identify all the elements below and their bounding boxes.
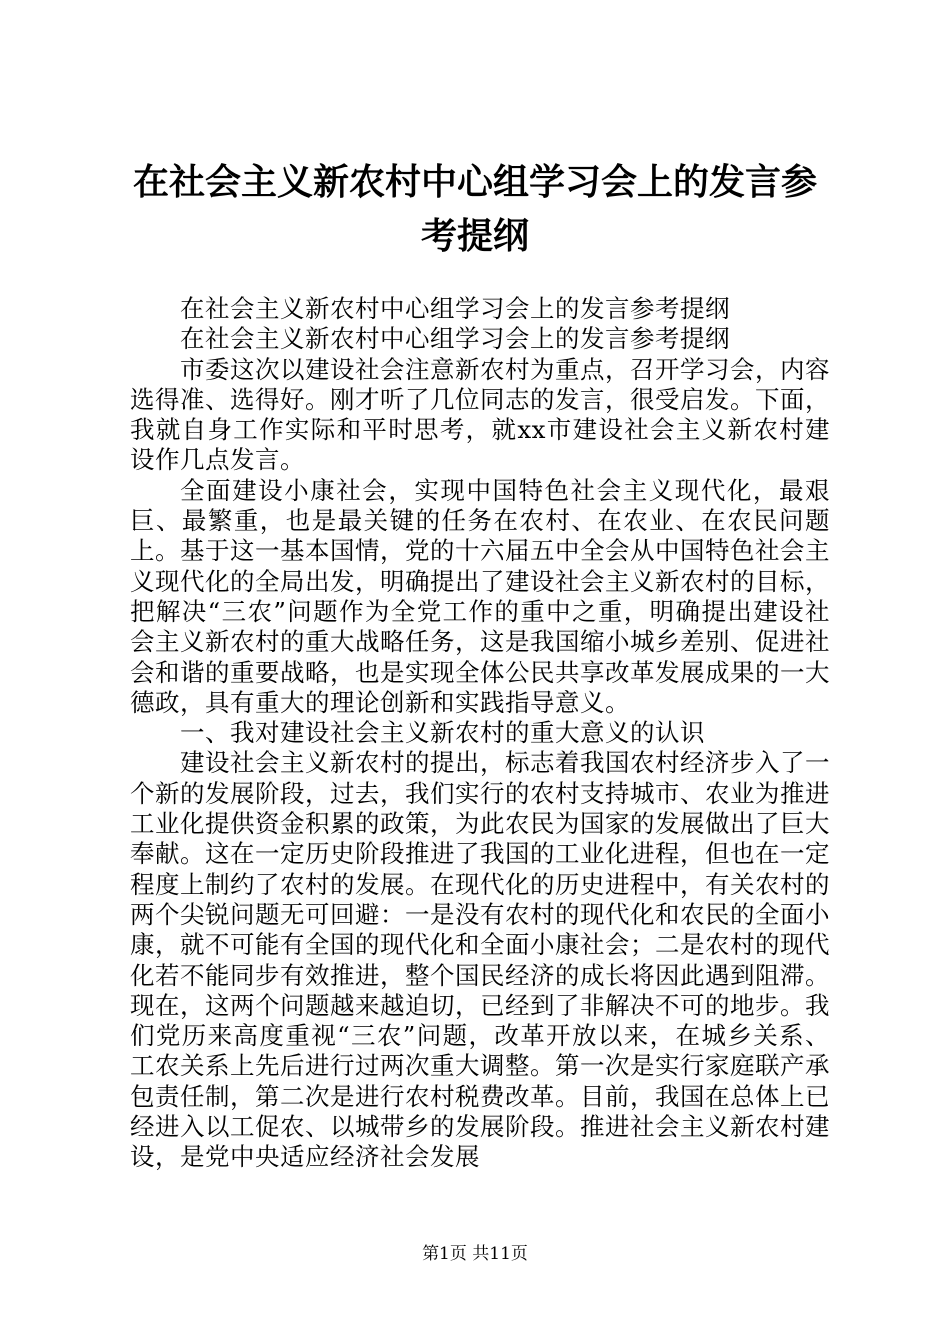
paragraph-subtitle-2: 在社会主义新农村中心组学习会上的发言参考提纲 — [180, 324, 730, 354]
page-footer: 第1页 共11页 — [422, 1244, 528, 1264]
document-title: 在社会主义新农村中心组学习会上的发言参考提纲 — [132, 162, 817, 257]
paragraph-background: 全面建设小康社会，实现中国特色社会主义现代化，最艰巨、最繁重，也是最关键的任务在农村、在农业、在农民问题上。基于这一基本国情，党的十六届五中全会从中国特色社会主义现代化的全局出发，明确提出了建设社会主义新农村的目标，把解决“三农”问题作为全党工作的重中之重，明确提出建设社会主义新农村的重大战略任务，这是我国缩小城乡差别、促进社会和谐的重要战略，也是实现全体公民共享改革发展成果的一大德政，具有重大的理论创新和实践指导意义。 — [130, 475, 830, 717]
paragraph-intro: 市委这次以建设社会注意新农村为重点，召开学习会，内容选得准、选得好。刚才听了几位同志的发言，很受启发。下面，我就自身工作实际和平时思考，就xx市建设社会主义新农村建设作几点发言。 — [130, 354, 830, 475]
paragraph-section-1-body: 建设社会主义新农村的提出，标志着我国农村经济步入了一个新的发展阶段，过去，我们实行的农村支持城市、农业为推进工业化提供资金积累的政策，为此农民为国家的发展做出了巨大奉献。这在一定历史阶段推进了我国的工业化进程，但也在一定程度上制约了农村的发展。在现代化的历史进程中，有关农村的两个尖锐问题无可回避：一是没有农村的现代化和农民的全面小康，就不可能有全国的现代化和全面小康社会；二是农村的现代化若不能同步有效推进，整个国民经济的成长将因此遇到阻滞。现在，这两个问题越来越迫切，已经到了非解决不可的地步。我们党历来高度重视“三农”问题，改革开放以来，在城乡关系、工农关系上先后进行过两次重大调整。第一次是实行家庭联产承包责任制，第二次是进行农村税费改革。目前，我国在总体上已经进入以工促农、以城带乡的发展阶段。推进社会主义新农村建设，是党中央适应经济社会发展 — [130, 748, 830, 1172]
section-heading-1: 一、我对建设社会主义新农村的重大意义的认识 — [180, 718, 705, 748]
paragraph-subtitle-1: 在社会主义新农村中心组学习会上的发言参考提纲 — [180, 294, 730, 323]
document-body — [130, 294, 830, 1173]
